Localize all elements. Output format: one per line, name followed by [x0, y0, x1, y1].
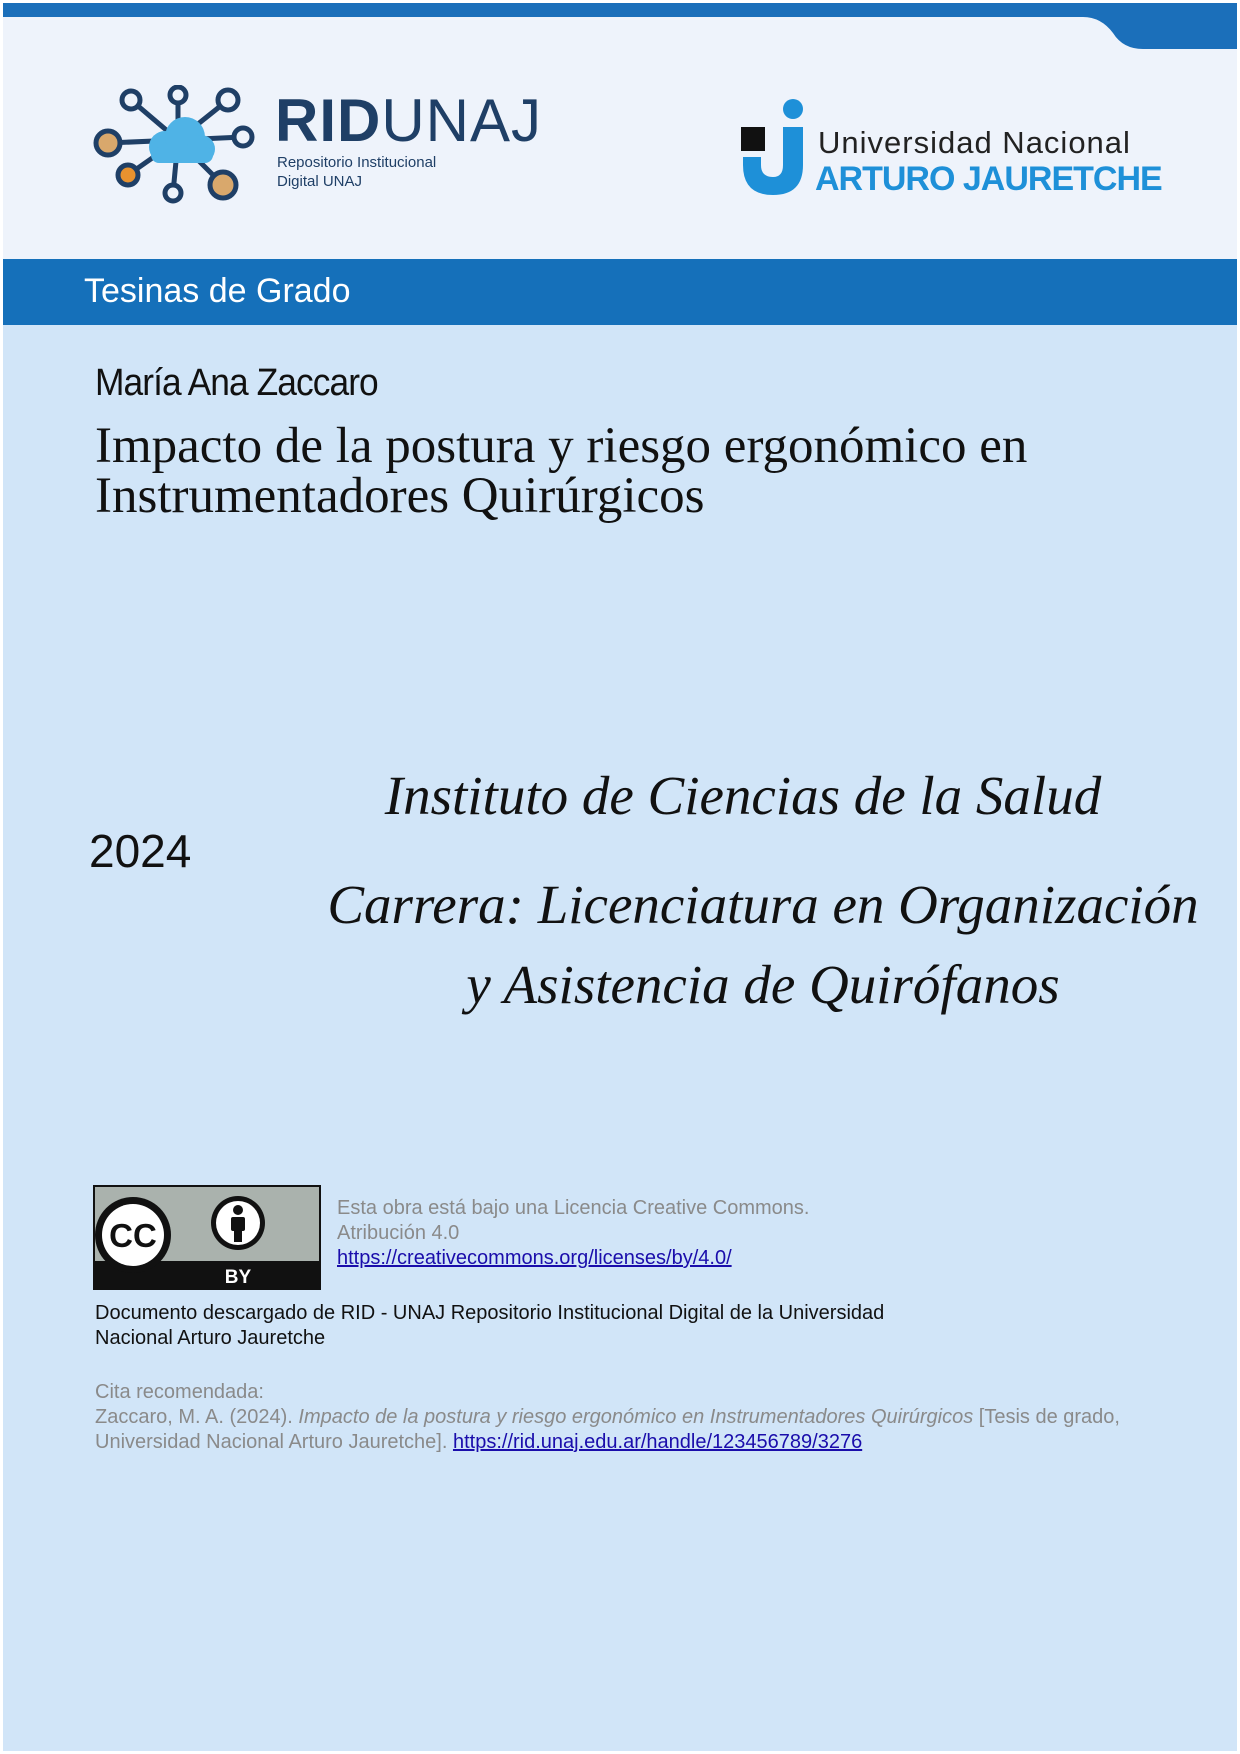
license-line2: Atribución 4.0 [337, 1222, 460, 1244]
repository-name-bold: RID [275, 87, 382, 154]
citation-suffix: [Tesis de grado, Universidad Nacional Arturo Jauretche]. [95, 1406, 1120, 1453]
citation-title: Impacto de la postura y riesgo ergonómico en Instrumentadores Quirúrgicos [298, 1406, 974, 1428]
cloud-network-icon [93, 85, 263, 205]
recommended-citation [95, 1380, 1145, 1455]
publication-year: 2024 [89, 825, 192, 877]
license-line1: Esta obra está bajo una Licencia Creative Commons. [337, 1197, 810, 1219]
unaj-j-logo-icon [741, 99, 811, 199]
repository-name-light: UNAJ [381, 87, 543, 154]
citation-link[interactable]: https://rid.unaj.edu.ar/handle/123456789/3276 [452, 1431, 863, 1453]
thesis-title: Impacto de la postura y riesgo ergonómico en Instrumentadores Quirúrgicos [95, 418, 1028, 524]
repository-subtitle-line1: Repositorio Institucional [277, 154, 437, 171]
license-text [337, 1196, 809, 1271]
career-name: Carrera: Licenciatura en Organización y Asistencia de Quirófanos [327, 874, 1199, 1015]
citation-prefix: Zaccaro, M. A. (2024). [95, 1406, 299, 1428]
university-name-line2: ARTURO JAURETCHE [815, 160, 1162, 198]
license-link[interactable]: https://creativecommons.org/licenses/by/4.0/ [337, 1247, 732, 1269]
top-accent-line [3, 3, 1237, 17]
university-name-line1: Universidad Nacional [818, 125, 1131, 160]
repository-subtitle-line2: Digital UNAJ [277, 173, 363, 190]
citation-body [95, 1405, 1145, 1455]
badge-by-text: BY [224, 1267, 252, 1288]
section-label: Tesinas de Grado [84, 272, 351, 310]
svg-text:CC: CC [109, 1217, 157, 1254]
author-name: María Ana Zaccaro [95, 362, 378, 404]
creative-commons-by-icon [93, 1185, 321, 1290]
cover-page [3, 3, 1237, 1751]
top-corner-curve [1083, 3, 1237, 53]
institute-name: Instituto de Ciencias de la Salud [384, 765, 1102, 826]
download-note: Documento descargado de RID - UNAJ Repositorio Institucional Digital de la Universidad Nacional Arturo Jauretche [95, 1302, 885, 1349]
citation-label: Cita recomendada: [95, 1381, 264, 1403]
repository-name [275, 87, 543, 154]
